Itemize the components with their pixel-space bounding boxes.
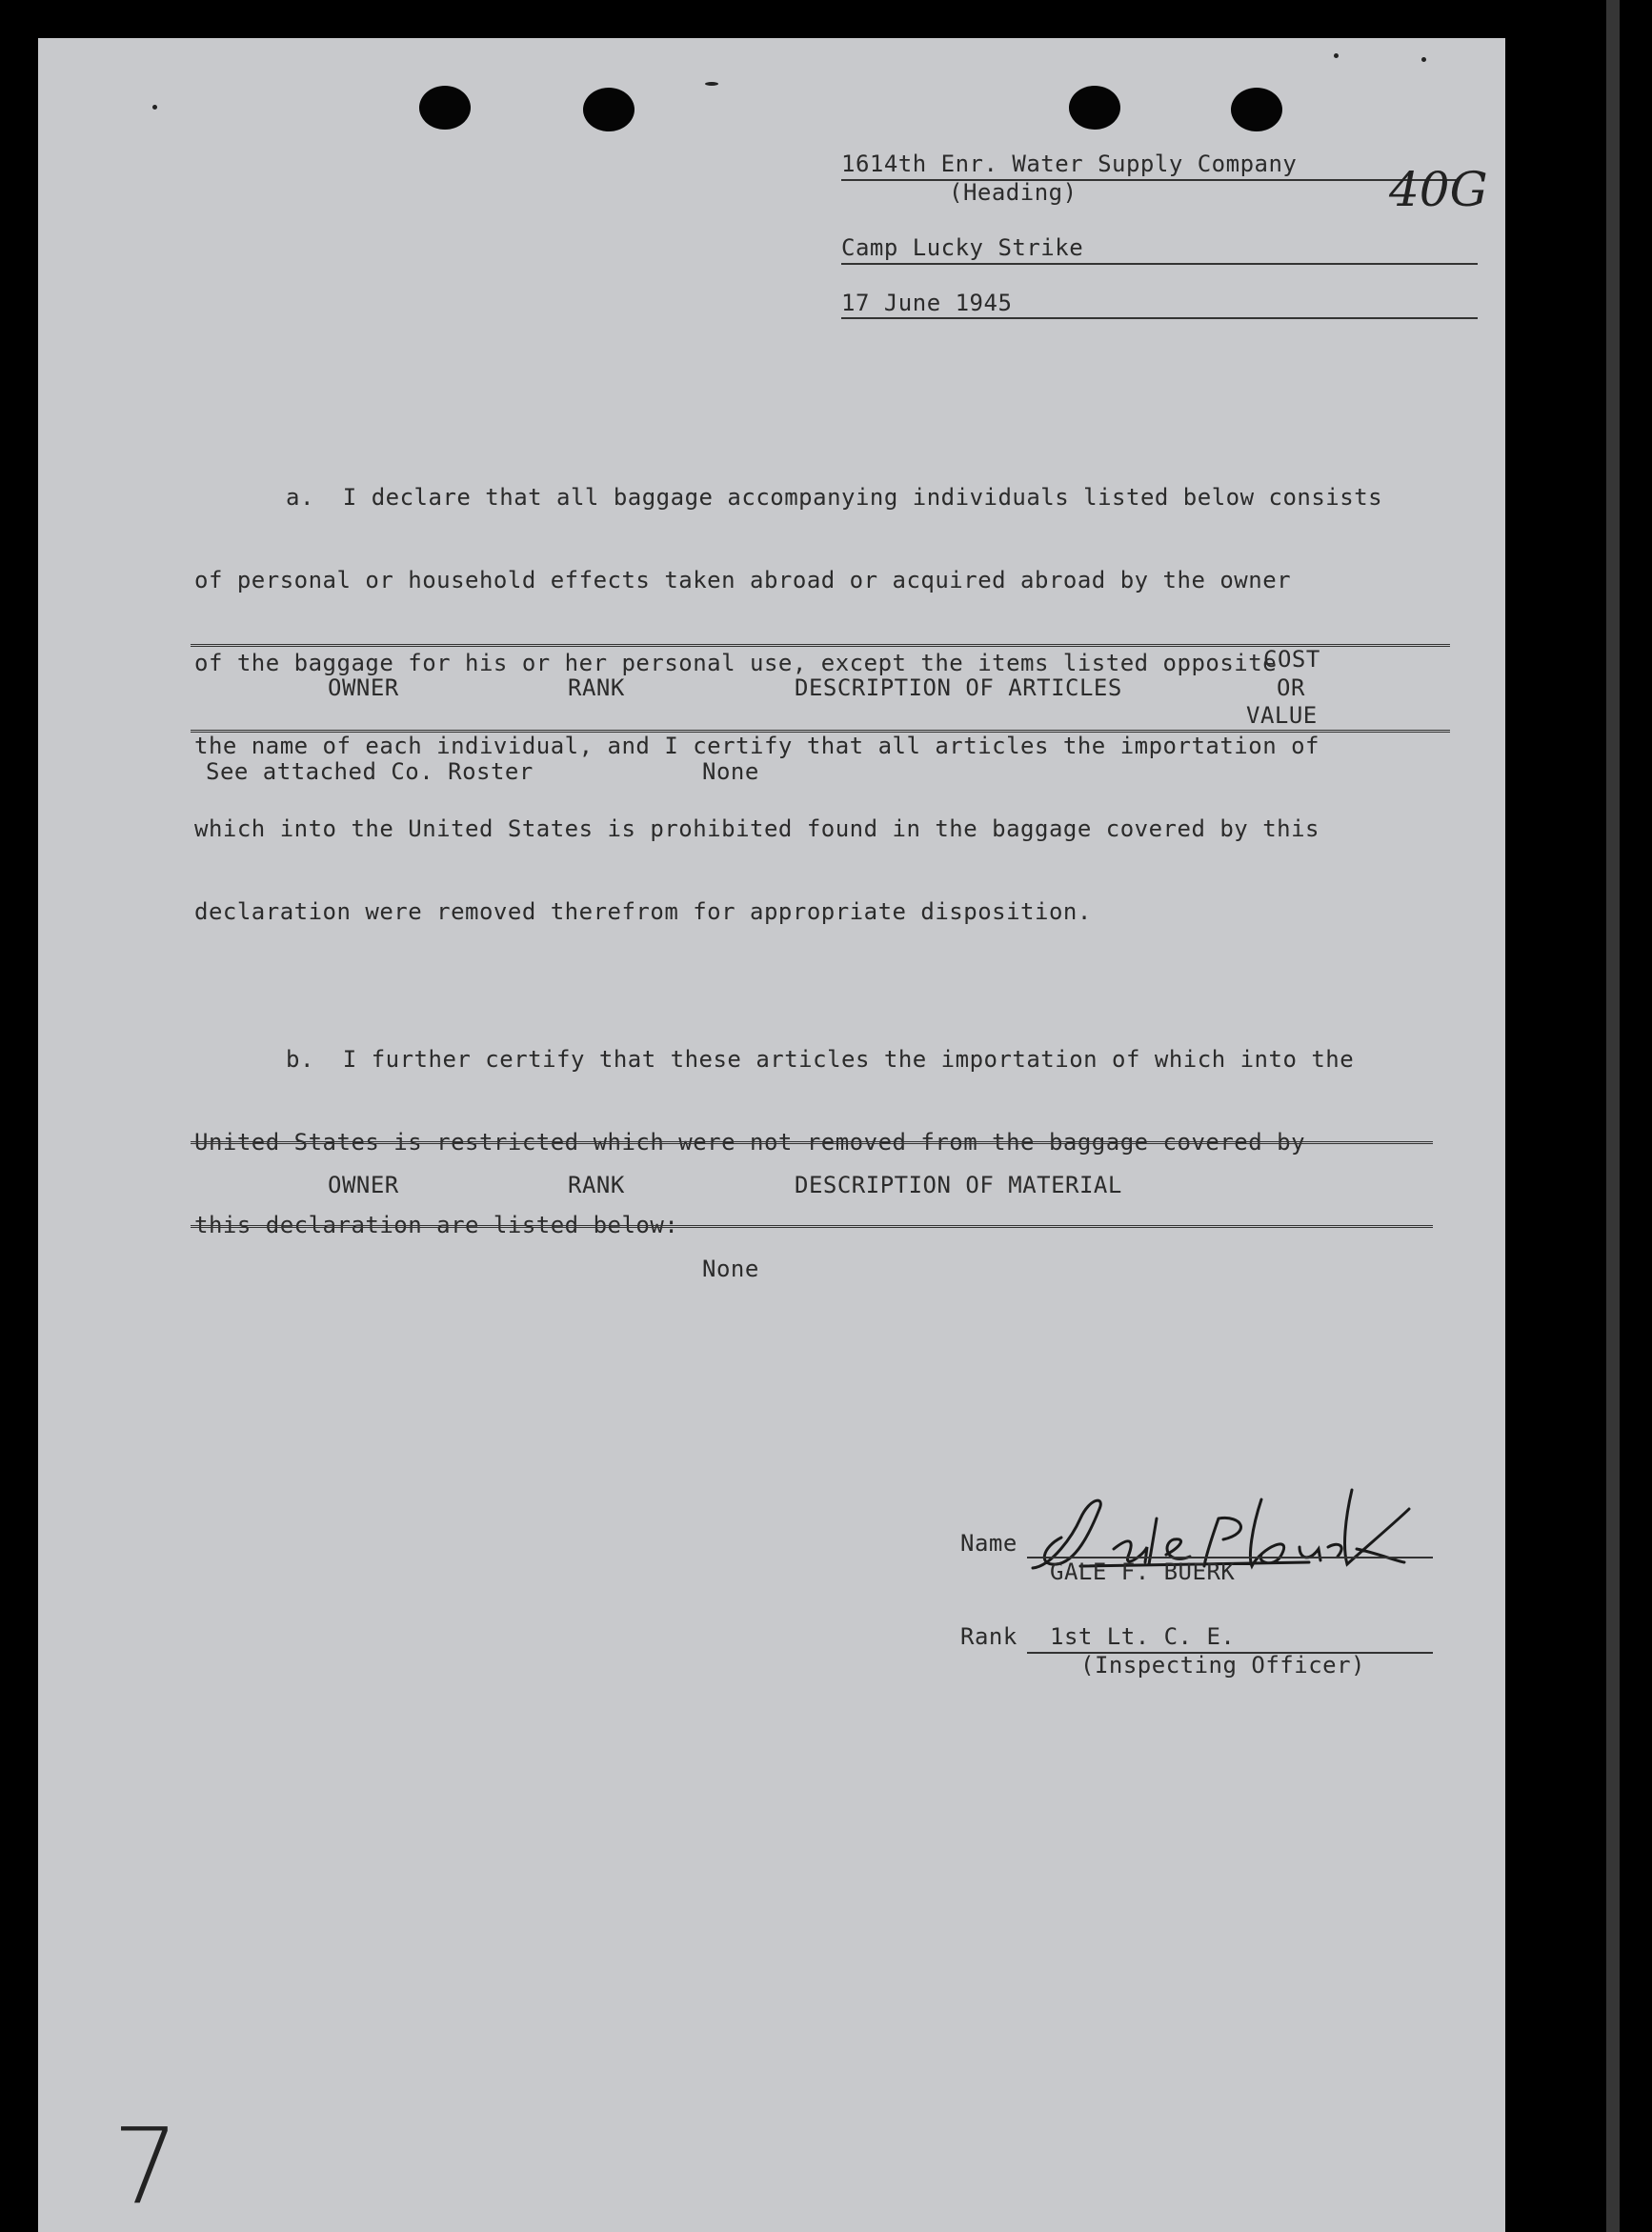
paragraph-line: declaration were removed therefrom for appropriate disposition. xyxy=(194,898,1092,925)
typed-name: GALE F. BUERK xyxy=(1050,1558,1236,1585)
table-a-header-rule xyxy=(191,730,1450,733)
location-underline xyxy=(841,263,1478,265)
table-a-row-owner: See attached Co. Roster xyxy=(206,758,534,785)
table-b-header-rule xyxy=(191,1225,1433,1228)
paragraph-line: of personal or household effects taken abroad or acquired abroad by the owner xyxy=(194,567,1292,593)
speck xyxy=(152,105,157,110)
speck xyxy=(705,82,718,86)
punch-hole xyxy=(419,86,471,130)
table-b-row-description: None xyxy=(702,1256,759,1282)
officer-role: (Inspecting Officer) xyxy=(1080,1652,1365,1679)
name-label: Name xyxy=(960,1530,1017,1557)
paragraph-line: this declaration are listed below: xyxy=(194,1212,679,1238)
table-a-header-cost: COST xyxy=(1263,646,1320,673)
paragraph-line: the name of each individual, and I certify that all articles the importation of xyxy=(194,733,1320,759)
table-b-header-description: DESCRIPTION OF MATERIAL xyxy=(795,1172,1122,1198)
handwritten-page-number: 7 xyxy=(112,2105,179,2227)
table-a-header-or: OR xyxy=(1277,674,1305,701)
table-b-header-owner: OWNER xyxy=(328,1172,399,1198)
punch-hole xyxy=(1231,88,1282,131)
paragraph-line: b. I further certify that these articles the importation of which into the xyxy=(286,1046,1355,1073)
paragraph-line: a. I declare that all baggage accompanying individuals listed below consists xyxy=(286,484,1383,511)
rank-label: Rank xyxy=(960,1623,1017,1650)
table-b-top-rule xyxy=(191,1141,1433,1144)
table-a-top-rule xyxy=(191,644,1450,647)
table-b-header-rank: RANK xyxy=(568,1172,625,1198)
handwritten-mark: 40G xyxy=(1389,162,1488,217)
heading-underline xyxy=(841,179,1459,181)
scan-edge-strip xyxy=(1606,0,1620,2232)
speck xyxy=(1421,57,1426,62)
paragraph-line: which into the United States is prohibited found in the baggage covered by this xyxy=(194,815,1320,842)
paragraph-line: United States is restricted which were not removed from the baggage covered by xyxy=(194,1129,1306,1156)
punch-hole xyxy=(583,88,635,131)
speck xyxy=(1334,53,1339,58)
table-a-header-description: DESCRIPTION OF ARTICLES xyxy=(795,674,1122,701)
table-a-header-value: VALUE xyxy=(1246,702,1318,729)
document-page xyxy=(38,38,1505,2232)
date: 17 June 1945 xyxy=(841,290,1013,316)
table-a-row-description: None xyxy=(702,758,759,785)
location: Camp Lucky Strike xyxy=(841,234,1084,261)
rank-value: 1st Lt. C. E. xyxy=(1050,1623,1236,1650)
table-a-header-rank: RANK xyxy=(568,674,625,701)
table-a-header-owner: OWNER xyxy=(328,674,399,701)
paragraph-line: of the baggage for his or her personal use, except the items listed opposite xyxy=(194,650,1278,676)
punch-hole xyxy=(1069,86,1120,130)
heading-caption: (Heading) xyxy=(949,179,1078,206)
date-underline xyxy=(841,317,1478,319)
unit-heading: 1614th Enr. Water Supply Company xyxy=(841,151,1298,177)
declaration-paragraph-a xyxy=(194,429,1382,981)
